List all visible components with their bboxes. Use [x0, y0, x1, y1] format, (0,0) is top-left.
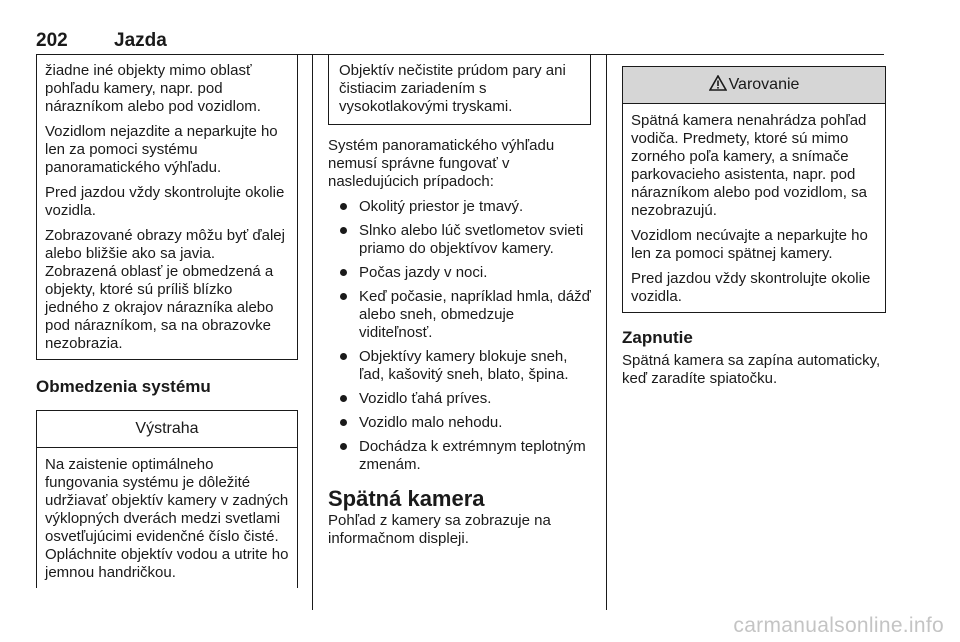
- caution-box-text: Na zaistenie optimálneho fungovania systému je dôležité udržiavať objektív kamery v zadných výklopných dverách medzi svetlami osvetľujúcimi evidenčné číslo čisté. Opláchnite objektív vodou a utrite ho jemnou handričkou.: [45, 456, 289, 581]
- bullet-icon: [340, 227, 347, 234]
- paragraph: Spätná kamera nenahrádza pohľad vodiča. Predmety, ktoré sú mimo zorného poľa kamery, a snímače parkovacieho asistenta, napr. pod nárazníkom alebo pod vozidlom, sa nezobrazujú.: [631, 112, 867, 219]
- list-item: Vozidlo ťahá príves.: [328, 390, 591, 408]
- list-item: Keď počasie, napríklad hmla, dážď alebo sneh, obmedzuje viditeľnosť.: [328, 288, 591, 342]
- page-number: 202: [36, 30, 68, 51]
- bullet-icon: [340, 269, 347, 276]
- list-item: Slnko alebo lúč svetlometov svieti priamo do objektívov kamery.: [328, 222, 591, 258]
- column-1: [36, 54, 298, 588]
- section-title: Jazda: [114, 30, 167, 51]
- caution-box-title: Výstraha: [37, 411, 297, 448]
- list-item: Počas jazdy v noci.: [328, 264, 591, 282]
- list-item: Okolitý priestor je tmavý.: [328, 198, 591, 216]
- paragraph: Zobrazované obrazy môžu byť ďalej alebo bližšie ako sa javia. Zobrazená oblasť je obmedzená a objekty, ktoré sú príliš blízko jedného z okrajov nárazníka alebo pod nárazníkom, sa na obrazovke nezobrazia.: [45, 227, 285, 352]
- bullet-icon: [340, 203, 347, 210]
- list-item: Dochádza k extrémnym teplotným zmenám.: [328, 438, 591, 474]
- bullet-icon: [340, 353, 347, 360]
- column-divider-1: [312, 54, 313, 610]
- paragraph: Objektív nečistite prúdom pary ani čistiacim zariadením s vysokotlakovými tryskami.: [339, 62, 566, 115]
- paragraph: Pohľad z kamery sa zobrazuje na informačnom displeji.: [328, 512, 551, 547]
- caution-box: [36, 410, 298, 588]
- column-2: [328, 54, 591, 555]
- paragraph: Spätná kamera sa zapína automaticky, keď zaradíte spiatočku.: [622, 352, 881, 387]
- continued-box: [36, 54, 298, 360]
- continued-box: [328, 54, 591, 125]
- section-heading-limitations: Obmedzenia systému: [36, 377, 211, 396]
- page-header: [36, 30, 884, 55]
- limitations-list: [328, 198, 591, 474]
- column-divider-2: [606, 54, 607, 610]
- bullet-icon: [340, 395, 347, 402]
- section-heading-activation: Zapnutie: [622, 328, 693, 347]
- paragraph: Pred jazdou vždy skontrolujte okolie vozidla.: [45, 184, 285, 219]
- warning-triangle-icon: [709, 75, 727, 91]
- warning-box-title: Varovanie: [623, 67, 885, 104]
- paragraph: Vozidlom nejazdite a neparkujte ho len za pomoci systému panoramatického výhľadu.: [45, 123, 278, 176]
- list-item: Vozidlo malo nehodu.: [328, 414, 591, 432]
- bullet-icon: [340, 443, 347, 450]
- paragraph: žiadne iné objekty mimo oblasť pohľadu kamery, napr. pod nárazníkom alebo pod vozidlom.: [45, 62, 261, 115]
- watermark: carmanualsonline.info: [733, 614, 944, 637]
- paragraph: Vozidlom necúvajte a neparkujte ho len za pomoci spätnej kamery.: [631, 227, 868, 262]
- bullet-icon: [340, 293, 347, 300]
- intro-paragraph: Systém panoramatického výhľadu nemusí správne fungovať v nasledujúcich prípadoch:: [328, 137, 555, 190]
- column-3: [622, 54, 886, 395]
- bullet-icon: [340, 419, 347, 426]
- warning-box: [622, 66, 886, 313]
- section-heading-rear-camera: Spätná kamera: [328, 486, 485, 511]
- list-item: Objektívy kamery blokuje sneh, ľad, kašovitý sneh, blato, špina.: [328, 348, 591, 384]
- paragraph: Pred jazdou vždy skontrolujte okolie vozidla.: [631, 270, 871, 305]
